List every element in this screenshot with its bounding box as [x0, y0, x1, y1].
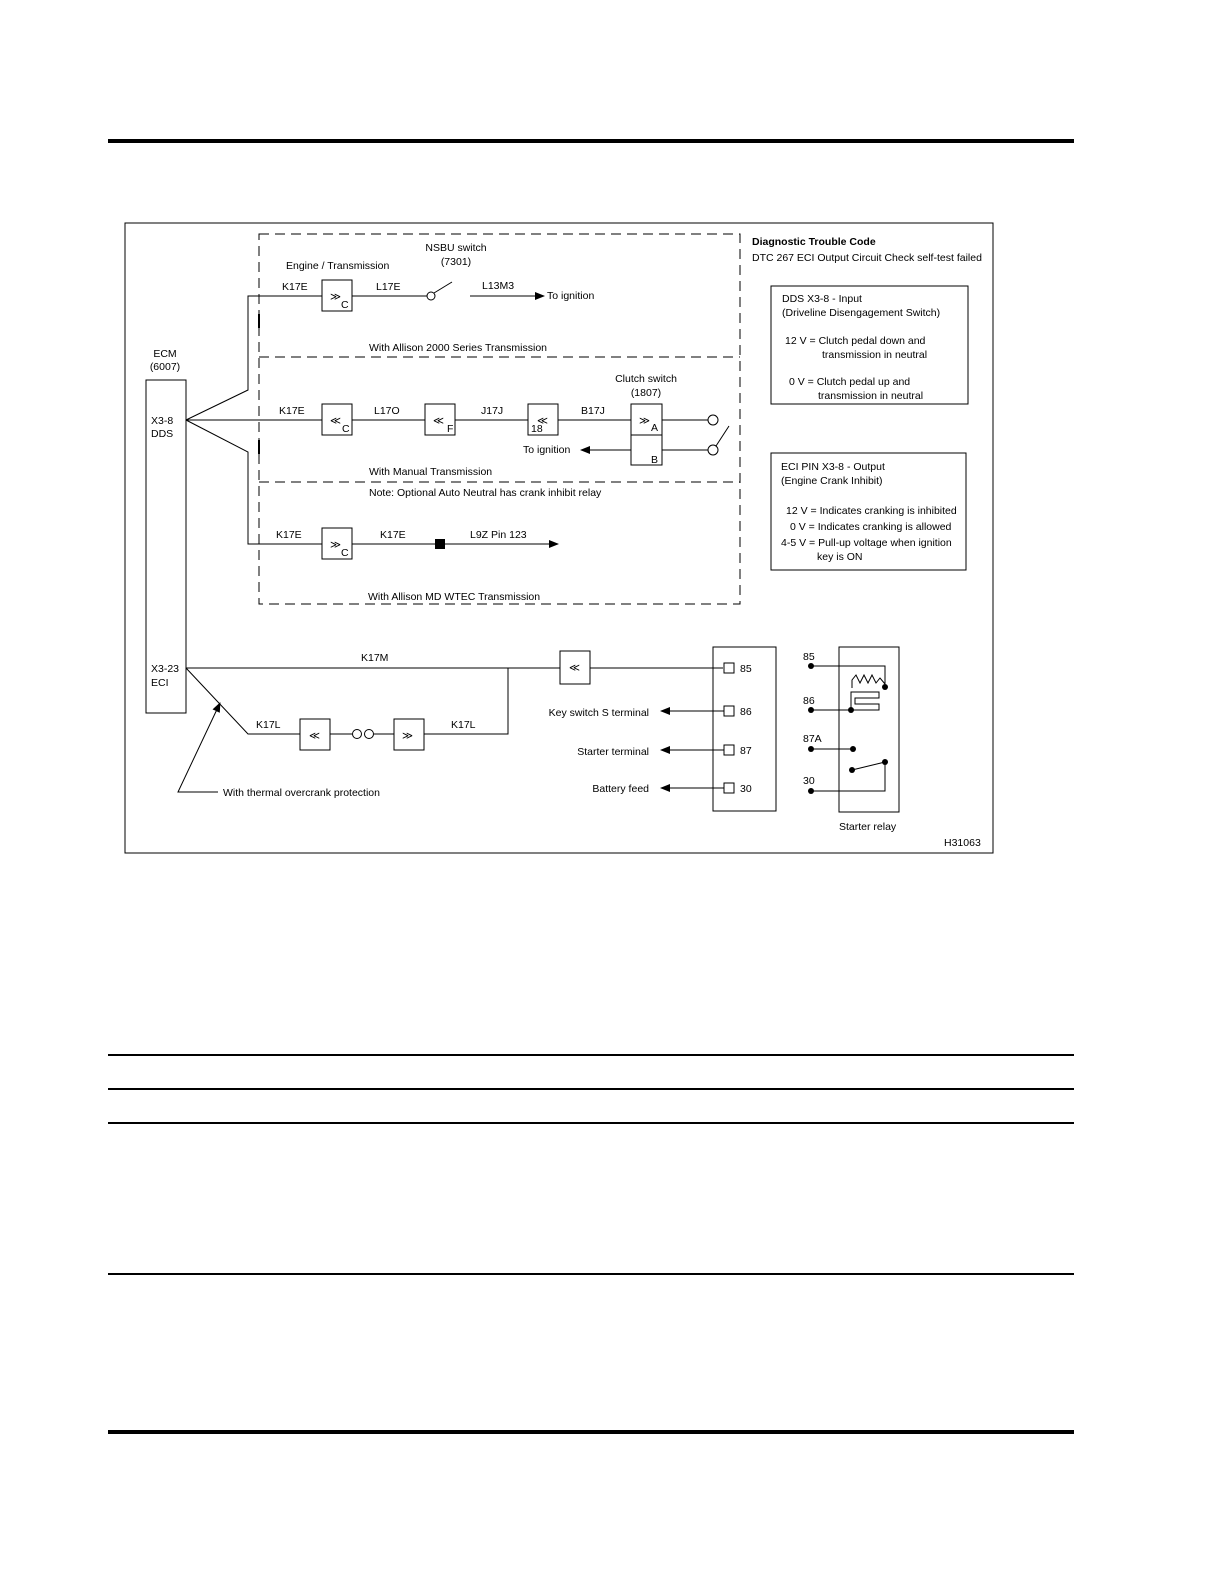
- connector-chevron: ≪: [537, 415, 548, 427]
- nsbu-switch-contact: [427, 292, 435, 300]
- socket-pin-30: [724, 783, 734, 793]
- table-rule-2: [108, 1088, 1074, 1090]
- relay-armature: [852, 762, 885, 770]
- relay-coil: [851, 692, 879, 710]
- manual-wire-2: L17O: [374, 405, 400, 417]
- thermal-label: With thermal overcrank protection: [223, 787, 380, 799]
- eci-thermal-wire: [186, 668, 300, 734]
- wtec-wire-1: K17E: [276, 529, 302, 541]
- eci-info-title: ECI PIN X3-8 - Output: [781, 461, 885, 473]
- thermal-wire-2: K17L: [451, 719, 476, 731]
- battery-feed-label: Battery feed: [592, 783, 649, 795]
- clutch-switch-name: Clutch switch: [615, 373, 677, 385]
- wtec-section-label: With Allison MD WTEC Transmission: [368, 591, 541, 603]
- starter-relay-label: Starter relay: [839, 821, 897, 833]
- wtec-splice: [435, 539, 445, 549]
- manual-connector-1-letter: C: [342, 423, 350, 435]
- starter-relay-box: [839, 647, 899, 812]
- relay-armature-tip: [849, 767, 855, 773]
- starter-terminal-label: Starter terminal: [577, 746, 649, 758]
- ecm-pin-dds: X3-8: [151, 415, 174, 427]
- table-rule-4: [108, 1273, 1074, 1275]
- connector-chevron: ≫: [330, 291, 341, 303]
- connector-chevron: ≫: [330, 539, 341, 551]
- thermal-breaker-contact-2: [365, 730, 374, 739]
- dds-info-title: DDS X3-8 - Input: [782, 293, 862, 305]
- clutch-pin-b: B: [651, 454, 659, 466]
- eci-info-line2: 0 V = Indicates cranking is allowed: [790, 521, 952, 533]
- a2000-wire-out: L13M3: [482, 280, 515, 292]
- bottom-rule: [108, 1430, 1074, 1434]
- relay-coil-node: [882, 684, 888, 690]
- wtec-wire-2: K17E: [380, 529, 406, 541]
- clutch-pin-a: A: [651, 422, 659, 434]
- nsbu-switch-number: (7301): [440, 256, 472, 268]
- connector-chevron: ≪: [569, 662, 580, 674]
- ecm-pin-eci: X3-23: [151, 663, 180, 675]
- connector-chevron: ≪: [433, 415, 444, 427]
- relay-pin-86-label: 86: [803, 695, 815, 707]
- a2000-connector-label: Engine / Transmission: [286, 260, 390, 272]
- thermal-wire-1: K17L: [256, 719, 281, 731]
- relay-wire-30: [811, 762, 885, 791]
- nsbu-switch-name: NSBU switch: [425, 242, 487, 254]
- a2000-wire-mid: L17E: [376, 281, 401, 293]
- eci-info-line3: 4-5 V = Pull-up voltage when ignition: [781, 537, 952, 549]
- clutch-switch-number: (1807): [630, 387, 662, 399]
- socket-pin-87-label: 87: [740, 745, 752, 757]
- socket-pin-87: [724, 745, 734, 755]
- figure-id: H31063: [944, 837, 981, 849]
- manual-connector-2-letter: F: [447, 423, 454, 435]
- dds-info-subtitle: (Driveline Disengagement Switch): [782, 307, 941, 319]
- dds-info-line1: 12 V = Clutch pedal down and: [785, 335, 926, 347]
- socket-pin-86: [724, 706, 734, 716]
- relay-pin-85-label: 85: [803, 651, 815, 663]
- manual-section-label: With Manual Transmission: [369, 466, 493, 478]
- relay-pin-87a-label: 87A: [803, 733, 822, 745]
- relay-coil-wire-85: [811, 666, 885, 687]
- manual-wire-3: J17J: [481, 405, 504, 417]
- clutch-contact-a: [708, 415, 718, 425]
- dds-wire-bottom: [186, 420, 322, 544]
- relay-pin-30-label: 30: [803, 775, 815, 787]
- wtec-connector-letter: C: [341, 547, 349, 559]
- nsbu-switch-arm: [434, 282, 452, 293]
- eci-info-line1: 12 V = Indicates cranking is inhibited: [786, 505, 957, 517]
- eci-wire-main-label: K17M: [361, 652, 389, 664]
- relay-resistor: [852, 675, 885, 688]
- connector-chevron: ≪: [309, 730, 320, 742]
- clutch-contact-b: [708, 445, 718, 455]
- socket-pin-85-label: 85: [740, 663, 752, 675]
- ecm-number: (6007): [149, 361, 181, 373]
- ecm-name: ECM: [153, 348, 177, 360]
- manual-destination: To ignition: [523, 444, 571, 456]
- manual-wire-4: B17J: [581, 405, 605, 417]
- clutch-switch-arm: [716, 426, 729, 446]
- eci-info-line4: key is ON: [817, 551, 863, 563]
- dds-wire-top: [186, 296, 322, 420]
- connector-chevron: ≫: [639, 415, 650, 427]
- wtec-destination: L9Z Pin 123: [470, 529, 527, 541]
- dtc-description: DTC 267 ECI Output Circuit Check self-test failed: [752, 252, 982, 264]
- key-switch-label: Key switch S terminal: [548, 707, 649, 719]
- manual-connector-3-number: 18: [531, 423, 543, 435]
- relay-contact-87a: [850, 746, 856, 752]
- ecm-pin-eci-label: ECI: [151, 677, 169, 689]
- dds-info-line2: transmission in neutral: [822, 349, 928, 361]
- connector-chevron: ≪: [330, 415, 341, 427]
- manual-wire-1: K17E: [279, 405, 305, 417]
- thermal-breaker-contact-1: [353, 730, 362, 739]
- a2000-wire-in: K17E: [282, 281, 308, 293]
- a2000-section-label: With Allison 2000 Series Transmission: [369, 342, 547, 354]
- a2000-destination: To ignition: [547, 290, 595, 302]
- eci-info-subtitle: (Engine Crank Inhibit): [781, 475, 883, 487]
- socket-pin-86-label: 86: [740, 706, 752, 718]
- table-rule-3: [108, 1122, 1074, 1124]
- dtc-heading: Diagnostic Trouble Code: [752, 236, 876, 248]
- connector-chevron: ≫: [402, 730, 413, 742]
- manual-note: Note: Optional Auto Neutral has crank inhibit relay: [369, 487, 602, 499]
- dds-info-line4: transmission in neutral: [818, 390, 924, 402]
- thermal-callout-line: [178, 703, 220, 792]
- table-rule-1: [108, 1054, 1074, 1056]
- socket-pin-85: [724, 663, 734, 673]
- socket-pin-30-label: 30: [740, 783, 752, 795]
- ecm-pin-dds-label: DDS: [151, 428, 174, 440]
- dds-info-line3: 0 V = Clutch pedal up and: [789, 376, 911, 388]
- a2000-connector-letter: C: [341, 299, 349, 311]
